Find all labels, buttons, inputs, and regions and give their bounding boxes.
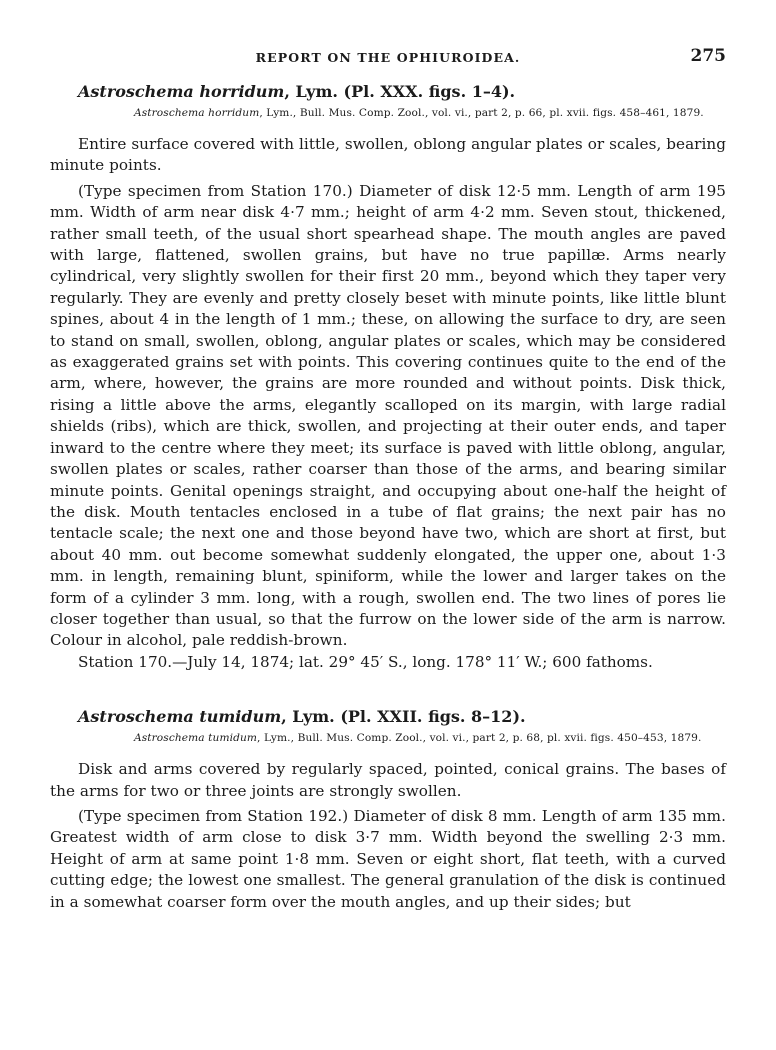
species-heading-rest: , Lym. (Pl. XXII. figs. 8–12). <box>281 707 526 727</box>
reference-species-name: Astroschema tumidum <box>134 732 258 745</box>
bibliographic-reference <box>134 730 726 747</box>
species-heading <box>50 82 726 102</box>
reference-species-name: Astroschema horridum <box>134 107 260 119</box>
bibliographic-reference <box>134 105 726 122</box>
species-description: (Type specimen from Station 192.) Diameter of disk 8 mm. Length of arm 135 mm. Greatest width of arm close to disk 3·7 mm. Width beyond the swelling 2·3 mm. Height of arm at same point 1·8 mm. Seven or eight short, flat teeth, with a curved cutting edge; the lowest one smallest. The general granulation of the disk is continued in a somewhat coarser form over the mouth angles, and up their sides; but <box>50 806 726 911</box>
page <box>50 44 726 913</box>
species-section-tumidum <box>50 707 726 913</box>
species-name: Astroschema tumidum <box>78 707 282 727</box>
species-name: Astroschema horridum <box>78 82 285 101</box>
species-heading-rest: , Lym. (Pl. XXX. figs. 1–4). <box>284 82 516 101</box>
species-summary: Disk and arms covered by regularly spaced, pointed, conical grains. The bases of the arms for two or three joints are strongly swollen. <box>50 760 726 800</box>
reference-details: , Lym., Bull. Mus. Comp. Zool., vol. vi., part 2, p. 68, pl. xvii. figs. 450–453, 1879. <box>257 732 702 745</box>
running-title: REPORT ON THE OPHIUROIDEA. <box>255 50 521 65</box>
reference-details: , Lym., Bull. Mus. Comp. Zool., vol. vi., part 2, p. 66, pl. xvii. figs. 458–461, 1879. <box>259 107 704 119</box>
species-heading <box>50 707 726 727</box>
species-description: (Type specimen from Station 170.) Diameter of disk 12·5 mm. Length of arm 195 mm. Width of arm near disk 4·7 mm.; height of arm 4·2 mm. Seven stout, thickened, rather small teeth, of the usual short spearhead shape. The mouth angles are paved with large, flattened, swollen grains, but have no true papillæ. Arms nearly cylindrical, very slightly swollen for their first 20 mm., beyond which they taper very regularly. They are evenly and pretty closely beset with minute points, like little blunt spines, about 4 in the length of 1 mm.; these, on allowing the surface to dry, are seen to stand on small, swollen, oblong, angular plates or scales, which may be considered as exaggerated grains set with points. This covering continues quite to the end of the arm, where, however, the grains are more rounded and without points. Disk thick, rising a little above the arms, elegantly scalloped on its margin, with large radial shields (ribs), which are thick, swollen, and projecting at their outer ends, and taper inward to the centre where they meet; its surface is paved with little oblong, angular, swollen plates or scales, rather coarser than those of the arms, and bearing similar minute points. Genital openings straight, and occupying about one-half the height of the disk. Mouth tentacles enclosed in a tube of flat grains; the next pair has no tentacle scale; the next one and those beyond have two, which are short at first, but about 40 mm. out become somewhat suddenly elongated, the upper one, about 1·3 mm. in length, remaining blunt, spiniform, while the lower and larger takes on the form of a cylinder 3 mm. long, with a rough, swollen end. The two lines of pores lie closer together than usual, so that the furrow on the lower side of the arm is narrow. Colour in alcohol, pale reddish-brown. <box>50 181 726 650</box>
station-record: Station 170.—July 14, 1874; lat. 29° 45′ S., long. 178° 11′ W.; 600 fathoms. <box>78 652 653 671</box>
species-section-horridum <box>50 82 726 673</box>
running-head <box>50 44 726 70</box>
page-number: 275 <box>690 46 726 66</box>
species-summary: Entire surface covered with little, swollen, oblong angular plates or scales, bearing minute points. <box>50 135 726 175</box>
